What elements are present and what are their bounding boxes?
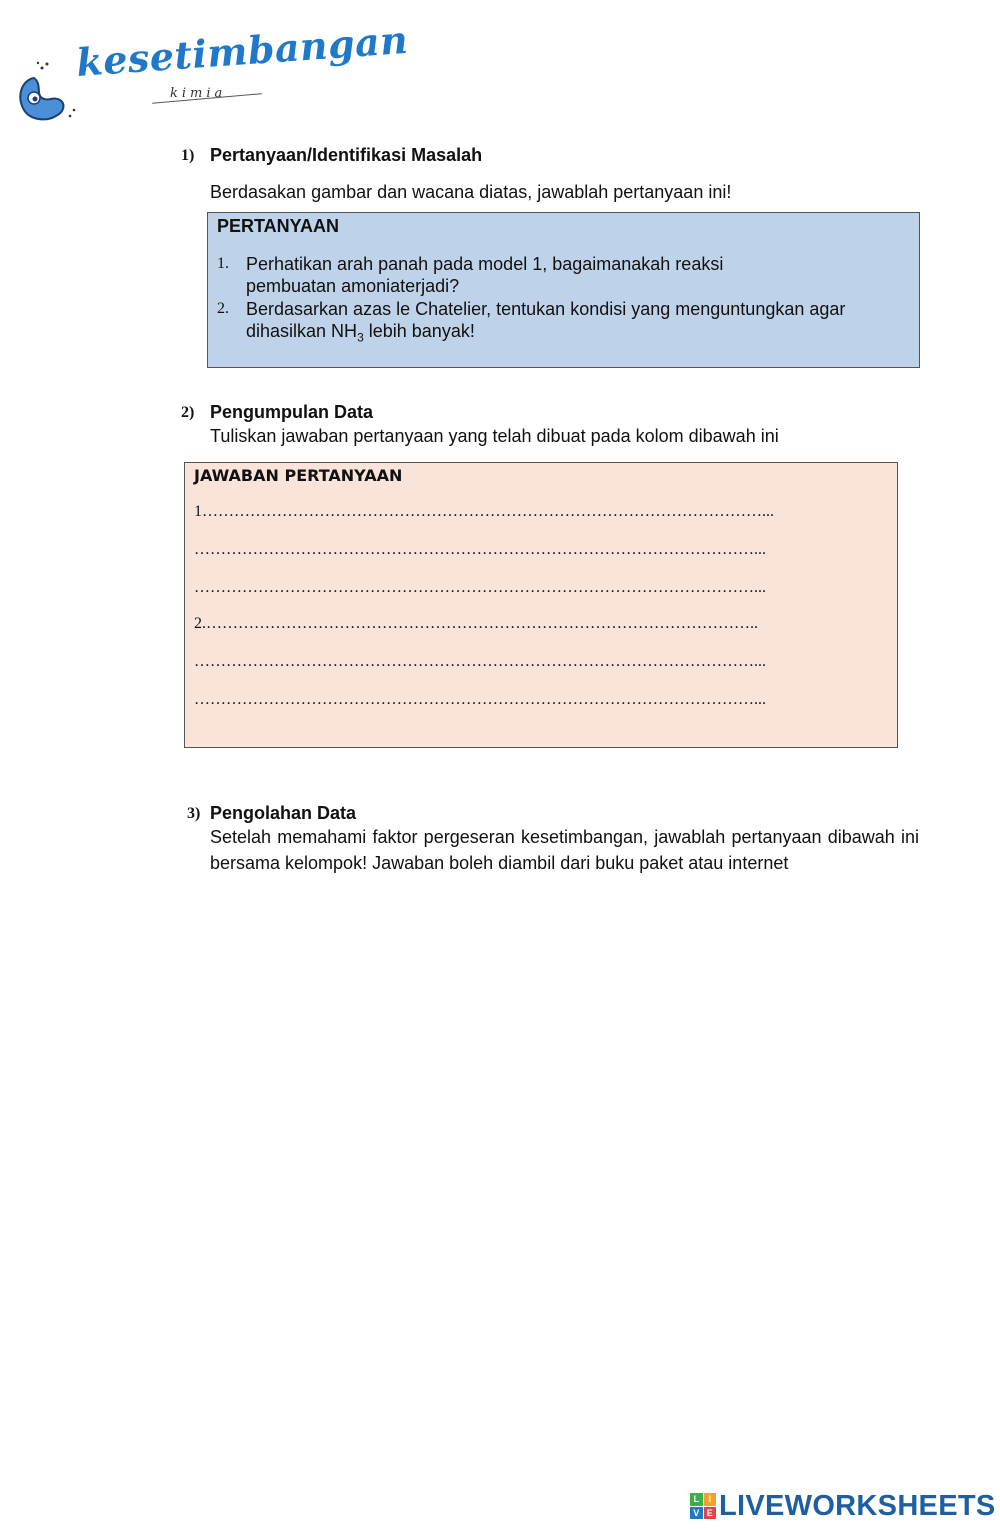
question-item-2 <box>217 298 912 344</box>
question-text <box>246 298 916 349</box>
answer-box <box>184 462 898 748</box>
liveworksheets-brand <box>690 1490 996 1522</box>
icon-letter: L <box>690 1493 703 1506</box>
section-3-number: 3) <box>187 805 201 822</box>
logo-subtitle: kimia <box>170 86 227 101</box>
question-line: dihasilkan NH <box>246 321 358 341</box>
question-line: Berdasarkan azas le Chatelier, tentukan kondisi yang menguntungkan agar <box>246 299 846 319</box>
section-3-paragraph: Setelah memahami faktor pergeseran kesetimbangan, jawablah pertanyaan dibawah ini bersama kelompok! Jawaban boleh diambil dari buku paket atau internet <box>210 827 919 873</box>
logo <box>12 16 410 130</box>
question-text <box>246 253 916 297</box>
liveworksheets-icon <box>690 1493 716 1519</box>
section-2-instruction: Tuliskan jawaban pertanyaan yang telah dibuat pada kolom dibawah ini <box>210 426 779 446</box>
mascot-icon <box>12 58 82 128</box>
question-line-end: lebih banyak! <box>363 321 475 341</box>
section-2-number: 2) <box>181 404 195 421</box>
answer-line-2b[interactable]: ……………………………………………………………………………………………... <box>194 653 766 670</box>
question-line: pembuatan amoniaterjadi? <box>246 276 460 296</box>
section-2-heading: Pengumpulan Data <box>210 402 374 422</box>
answer-line-1[interactable]: 1……………………………………………………………………………………………... <box>194 503 774 520</box>
icon-letter: V <box>690 1507 703 1520</box>
section-1-heading: Pertanyaan/Identifikasi Masalah <box>210 145 483 165</box>
answer-line-2[interactable]: 2.………………………………………………………………………………………….. <box>194 615 758 632</box>
question-item-1 <box>217 253 912 299</box>
question-box-title: PERTANYAAN <box>217 216 340 236</box>
brand-text: LIVEWORKSHEETS <box>719 1489 996 1522</box>
subscript: 3 <box>357 330 364 345</box>
section-1-instruction: Berdasakan gambar dan wacana diatas, jawablah pertanyaan ini! <box>210 182 732 202</box>
icon-letter: E <box>704 1507 717 1520</box>
question-box <box>207 212 920 368</box>
icon-letter: I <box>704 1493 717 1506</box>
answer-line-2c[interactable]: ……………………………………………………………………………………………... <box>194 691 766 708</box>
answer-box-title: JAWABAN PERTANYAAN <box>194 466 403 485</box>
section-1-number: 1) <box>181 147 195 164</box>
question-number: 2. <box>217 300 229 317</box>
question-line: Perhatikan arah panah pada model 1, bagaimanakah reaksi <box>246 254 724 274</box>
question-number: 1. <box>217 255 229 272</box>
logo-title: kesetimbangan <box>74 16 410 86</box>
answer-line-1c[interactable]: ……………………………………………………………………………………………... <box>194 579 766 596</box>
section-3-heading: Pengolahan Data <box>210 803 357 823</box>
answer-line-1b[interactable]: ……………………………………………………………………………………………... <box>194 541 766 558</box>
